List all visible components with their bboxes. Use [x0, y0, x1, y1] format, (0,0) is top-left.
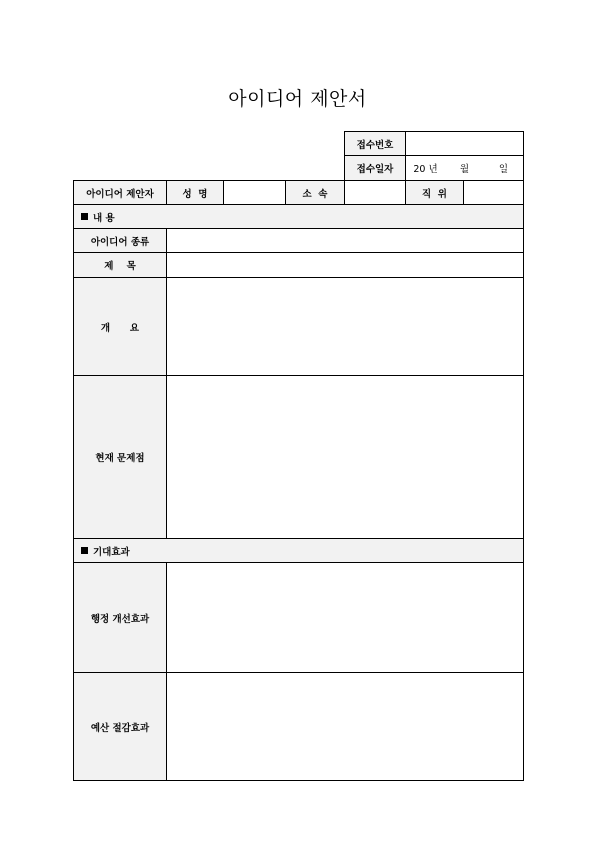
section-effects-header: 기대효과 [73, 538, 524, 563]
admin-effect-label: 행정 개선효과 [73, 562, 167, 673]
subject-field[interactable] [166, 252, 524, 278]
receipt-number-label: 접수번호 [344, 131, 406, 156]
budget-effect-field[interactable] [166, 672, 524, 781]
receipt-date-field[interactable] [405, 155, 524, 181]
proposal-form [73, 131, 524, 781]
affiliation-field[interactable] [344, 180, 406, 205]
position-field[interactable] [463, 180, 524, 205]
receipt-date-month: 월 [459, 164, 470, 175]
receipt-number-field[interactable] [405, 131, 524, 156]
name-label: 성 명 [166, 180, 224, 205]
problems-field[interactable] [166, 375, 524, 539]
idea-type-label: 아이디어 종류 [73, 228, 167, 253]
subject-label: 제 목 [73, 252, 167, 278]
page-title: 아이디어 제안서 [228, 88, 367, 110]
name-field[interactable] [223, 180, 286, 205]
idea-type-field[interactable] [166, 228, 524, 253]
affiliation-label: 소 속 [285, 180, 345, 205]
budget-effect-label: 예산 절감효과 [73, 672, 167, 781]
proposer-label: 아이디어 제안자 [73, 180, 167, 205]
position-label: 직 위 [405, 180, 464, 205]
receipt-date-day: 일 [498, 164, 509, 175]
square-bullet-icon [81, 547, 88, 554]
summary-label: 개 요 [73, 277, 167, 376]
problems-label: 현재 문제점 [73, 375, 167, 539]
receipt-date-year: 20 년 [413, 164, 438, 175]
receipt-date-label: 접수일자 [344, 155, 406, 181]
section-content-header: 내 용 [73, 204, 524, 229]
square-bullet-icon [81, 213, 88, 220]
admin-effect-field[interactable] [166, 562, 524, 673]
summary-field[interactable] [166, 277, 524, 376]
